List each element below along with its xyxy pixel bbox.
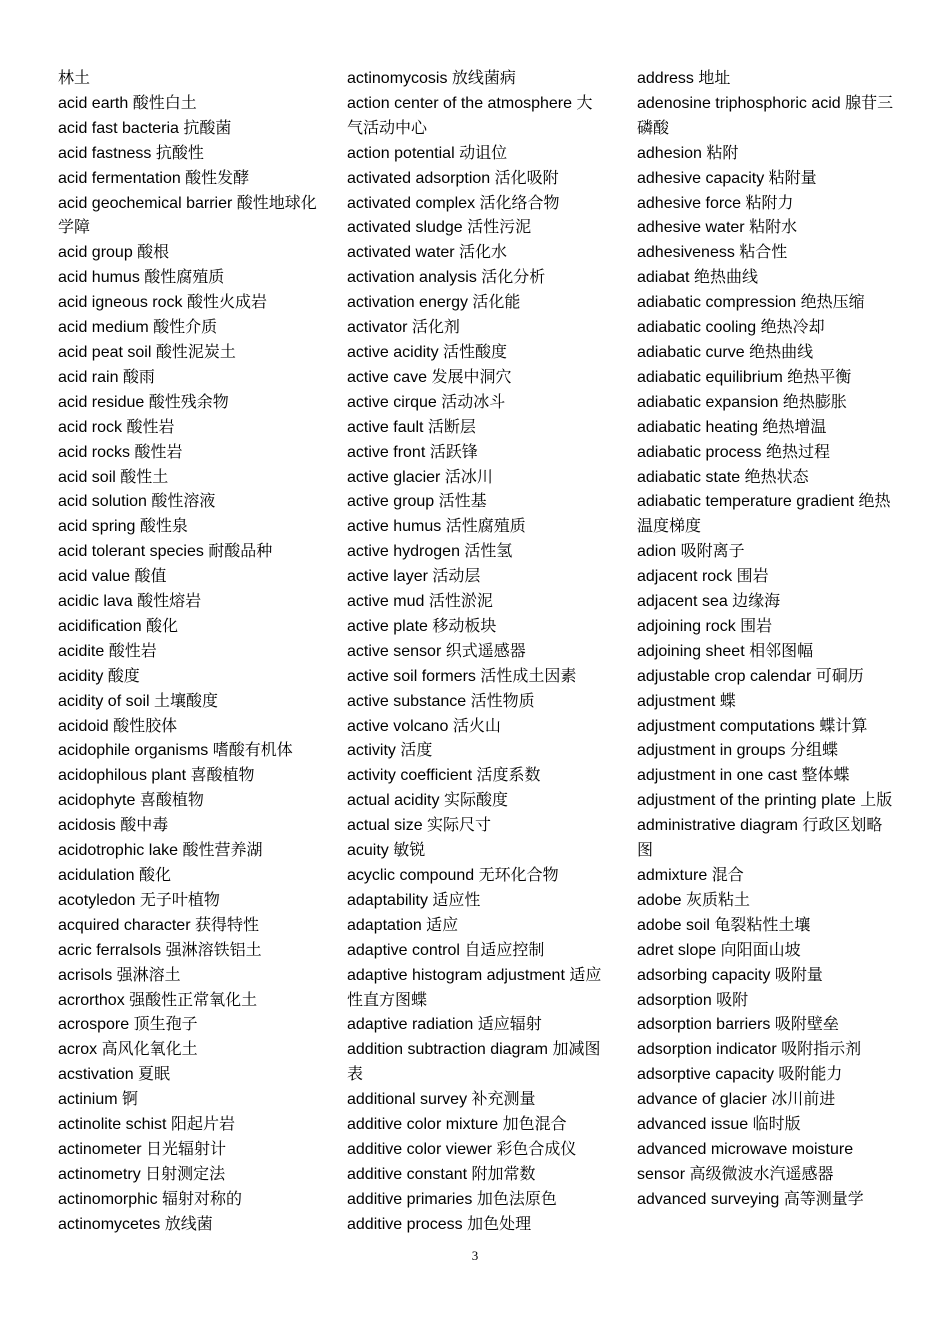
glossary-entry: acidotrophic lake 酸性营养湖 xyxy=(58,842,263,860)
glossary-entry: acidosis 酸中毒 xyxy=(58,817,169,835)
glossary-entry: adiabat 绝热曲线 xyxy=(637,269,758,287)
glossary-entry: acid fast bacteria 抗酸菌 xyxy=(58,119,232,137)
glossary-entry: acid group 酸根 xyxy=(58,244,170,262)
glossary-entry: adiabatic state 绝热状态 xyxy=(637,468,809,486)
glossary-entry: acid rock 酸性岩 xyxy=(58,418,175,436)
glossary-entry: adiabatic cooling 绝热冷却 xyxy=(637,319,825,337)
glossary-entry: actinometry 日射测定法 xyxy=(58,1165,226,1183)
glossary-entry: acid spring 酸性泉 xyxy=(58,518,188,536)
glossary-entry: acuity 敏锐 xyxy=(347,842,426,860)
glossary-entry: adhesive force 粘附力 xyxy=(637,194,794,212)
glossary-entry: acid tolerant species 耐酸品种 xyxy=(58,543,273,561)
glossary-entry: active substance 活性物质 xyxy=(347,692,535,710)
glossary-entry: active cave 发展中洞穴 xyxy=(347,368,512,386)
glossary-entry: active front 活跃锋 xyxy=(347,443,478,461)
glossary-entry: active glacier 活冰川 xyxy=(347,468,493,486)
glossary-entry: actinolite schist 阳起片岩 xyxy=(58,1116,235,1134)
glossary-entry: activator 活化剂 xyxy=(347,319,460,337)
glossary-entry: adaptive control 自适应控制 xyxy=(347,941,545,959)
glossary-entry: active humus 活性腐殖质 xyxy=(347,518,526,536)
glossary-entry: acid medium 酸性介质 xyxy=(58,319,218,337)
glossary-entry: active mud 活性淤泥 xyxy=(347,593,493,611)
glossary-entry: adiabatic expansion 绝热膨胀 xyxy=(637,393,847,411)
glossary-entry: additive primaries 加色法原色 xyxy=(347,1190,557,1208)
glossary-entry: active layer 活动层 xyxy=(347,568,481,586)
glossary-entry: acidoid 酸性胶体 xyxy=(58,717,178,735)
glossary-entry: adsorption 吸附 xyxy=(637,991,749,1009)
glossary-entry: adenosine triphosphoric acid 腺苷三磷酸 xyxy=(637,94,894,137)
glossary-entry: acrisols 强淋溶土 xyxy=(58,966,181,984)
glossary-entry: adjacent sea 边缘海 xyxy=(637,593,781,611)
glossary-entry: admixture 混合 xyxy=(637,867,744,884)
glossary-entry: adjustment in groups 分组蝶 xyxy=(637,742,838,760)
glossary-entry: acrorthox 强酸性正常氧化土 xyxy=(58,991,258,1009)
glossary-column-1 xyxy=(58,67,326,1238)
glossary-entry: address 地址 xyxy=(637,70,731,87)
glossary-entry: active acidity 活性酸度 xyxy=(347,343,508,361)
glossary-entry: acid rocks 酸性岩 xyxy=(58,443,183,461)
glossary-entry: actinomycetes 放线菌 xyxy=(58,1215,213,1233)
glossary-entry: adsorption indicator 吸附指示剂 xyxy=(637,1041,862,1059)
glossary-entry: adiabatic process 绝热过程 xyxy=(637,443,830,461)
glossary-entry: adobe 灰质粘土 xyxy=(637,891,750,909)
glossary-entry: activated sludge 活性污泥 xyxy=(347,219,532,237)
glossary-entry: active plate 移动板块 xyxy=(347,617,497,635)
glossary-entry: advance of glacier 冰川前进 xyxy=(637,1091,836,1109)
glossary-entry: adjoining sheet 相邻图幅 xyxy=(637,642,814,660)
glossary-entry: additive color mixture 加色混合 xyxy=(347,1116,567,1134)
glossary-column-3 xyxy=(637,67,895,1213)
glossary-entry: active group 活性基 xyxy=(347,493,487,511)
glossary-entry: adiabatic curve 绝热曲线 xyxy=(637,343,814,361)
glossary-entry: acidite 酸性岩 xyxy=(58,642,157,660)
glossary-entry: adaptive radiation 适应辐射 xyxy=(347,1016,542,1034)
glossary-entry: acidulation 酸化 xyxy=(58,867,171,884)
glossary-entry: advanced microwave moisture sensor 高级微波水汽遥感器 xyxy=(637,1140,854,1183)
glossary-entry: adjustment 蝶 xyxy=(637,692,736,710)
glossary-entry: acotyledon 无子叶植物 xyxy=(58,891,220,909)
glossary-entry: active hydrogen 活性氢 xyxy=(347,543,513,561)
glossary-entry: administrative diagram 行政区划略图 xyxy=(637,817,883,860)
glossary-entry: adjacent rock 围岩 xyxy=(637,568,769,586)
glossary-entry: activation analysis 活化分析 xyxy=(347,269,546,287)
glossary-entry: actinomorphic 辐射对称的 xyxy=(58,1190,243,1208)
glossary-entry: acidophile organisms 嗜酸有机体 xyxy=(58,742,293,760)
glossary-entry: active fault 活断层 xyxy=(347,418,476,436)
glossary-entry: advanced issue 临时版 xyxy=(637,1116,801,1134)
glossary-entry: acidic lava 酸性熔岩 xyxy=(58,593,202,611)
glossary-entry: activation energy 活化能 xyxy=(347,294,521,312)
glossary-entry: acquired character 获得特性 xyxy=(58,916,259,934)
glossary-entry: additive constant 附加常数 xyxy=(347,1165,536,1183)
glossary-entry: acid earth 酸性白土 xyxy=(58,94,197,112)
glossary-entry: advanced surveying 高等测量学 xyxy=(637,1190,864,1208)
glossary-entry: adhesive capacity 粘附量 xyxy=(637,169,817,187)
glossary-entry: acidity 酸度 xyxy=(58,667,140,685)
glossary-entry: adjustment of the printing plate 上版 xyxy=(637,792,893,810)
glossary-entry: active cirque 活动冰斗 xyxy=(347,393,506,411)
glossary-entry: adsorption barriers 吸附壁垒 xyxy=(637,1016,839,1034)
glossary-entry: adsorptive capacity 吸附能力 xyxy=(637,1066,843,1084)
glossary-entry: acidity of soil 土壤酸度 xyxy=(58,692,219,710)
glossary-entry: acrox 高风化氧化土 xyxy=(58,1041,198,1059)
glossary-entry: acid fastness 抗酸性 xyxy=(58,144,204,162)
glossary-entry: acidification 酸化 xyxy=(58,617,179,635)
glossary-entry: adobe soil 龟裂粘性土壤 xyxy=(637,916,811,934)
glossary-entry: adhesive water 粘附水 xyxy=(637,219,798,237)
glossary-entry: acid igneous rock 酸性火成岩 xyxy=(58,294,267,312)
glossary-entry: adhesiveness 粘合性 xyxy=(637,244,788,262)
glossary-column-2 xyxy=(347,67,605,1238)
glossary-entry: action potential 动诅位 xyxy=(347,144,508,162)
glossary-entry: adjustment in one cast 整体蝶 xyxy=(637,767,850,785)
glossary-entry: activated water 活化水 xyxy=(347,244,508,262)
glossary-entry: adiabatic equilibrium 绝热平衡 xyxy=(637,368,852,386)
glossary-entry: adjustment computations 蝶计算 xyxy=(637,717,868,735)
glossary-entry: acidophyte 喜酸植物 xyxy=(58,792,204,810)
glossary-entry: active soil formers 活性成土因素 xyxy=(347,667,577,685)
glossary-entry: acstivation 夏眠 xyxy=(58,1066,171,1084)
glossary-entry: actual size 实际尺寸 xyxy=(347,817,492,835)
glossary-entry: acidophilous plant 喜酸植物 xyxy=(58,767,255,785)
glossary-entry: adaptive histogram adjustment 适应性直方图蝶 xyxy=(347,966,602,1009)
glossary-entry: acid peat soil 酸性泥炭土 xyxy=(58,343,236,361)
glossary-entry: acrospore 顶生孢子 xyxy=(58,1016,198,1034)
glossary-entry: active volcano 活火山 xyxy=(347,717,501,735)
glossary-entry: activated complex 活化络合物 xyxy=(347,194,560,212)
glossary-entry: adiabatic temperature gradient 绝热温度梯度 xyxy=(637,493,891,536)
glossary-entry: actinium 锕 xyxy=(58,1091,139,1109)
glossary-entry: activated adsorption 活化吸附 xyxy=(347,169,559,187)
glossary-entry: acid value 酸值 xyxy=(58,568,167,586)
glossary-entry: adjustable crop calendar 可硐历 xyxy=(637,667,864,685)
glossary-entry: acid geochemical barrier 酸性地球化学障 xyxy=(58,194,317,237)
glossary-entry: acyclic compound 无环化合物 xyxy=(347,867,559,884)
page-number: 3 xyxy=(471,1248,479,1263)
glossary-entry: action center of the atmosphere 大气活动中心 xyxy=(347,94,593,137)
glossary-entry: acid humus 酸性腐殖质 xyxy=(58,269,225,287)
glossary-entry: adion 吸附离子 xyxy=(637,543,745,561)
glossary-entry: actinometer 日光辐射计 xyxy=(58,1140,227,1158)
glossary-entry: acid rain 酸雨 xyxy=(58,368,155,386)
glossary-entry: adiabatic heating 绝热增温 xyxy=(637,418,827,436)
glossary-entry: activity 活度 xyxy=(347,742,433,760)
glossary-entry: adsorbing capacity 吸附量 xyxy=(637,966,823,984)
glossary-entry: adjoining rock 围岩 xyxy=(637,617,773,635)
glossary-entry: actual acidity 实际酸度 xyxy=(347,792,508,810)
glossary-entry: adhesion 粘附 xyxy=(637,144,739,162)
glossary-entry: adaptation 适应 xyxy=(347,916,459,934)
glossary-entry: additive process 加色处理 xyxy=(347,1215,532,1233)
glossary-entry: adret slope 向阳面山坡 xyxy=(637,941,801,959)
glossary-entry: addition subtraction diagram 加减图表 xyxy=(347,1041,601,1084)
glossary-entry: additive color viewer 彩色合成仪 xyxy=(347,1140,577,1158)
glossary-entry: acid fermentation 酸性发酵 xyxy=(58,169,250,187)
glossary-entry: additional survey 补充测量 xyxy=(347,1091,536,1109)
glossary-entry: acid residue 酸性残余物 xyxy=(58,393,229,411)
glossary-entry: adaptability 适应性 xyxy=(347,891,481,909)
glossary-entry: acric ferralsols 强淋溶铁铝土 xyxy=(58,941,262,959)
glossary-entry: acid soil 酸性土 xyxy=(58,468,169,486)
glossary-entry: 林土 xyxy=(58,70,91,87)
glossary-entry: adiabatic compression 绝热压缩 xyxy=(637,294,865,312)
glossary-entry: actinomycosis 放线菌病 xyxy=(347,70,516,87)
glossary-entry: activity coefficient 活度系数 xyxy=(347,767,541,785)
glossary-entry: active sensor 织式遥感器 xyxy=(347,642,526,660)
glossary-entry: acid solution 酸性溶液 xyxy=(58,493,216,511)
